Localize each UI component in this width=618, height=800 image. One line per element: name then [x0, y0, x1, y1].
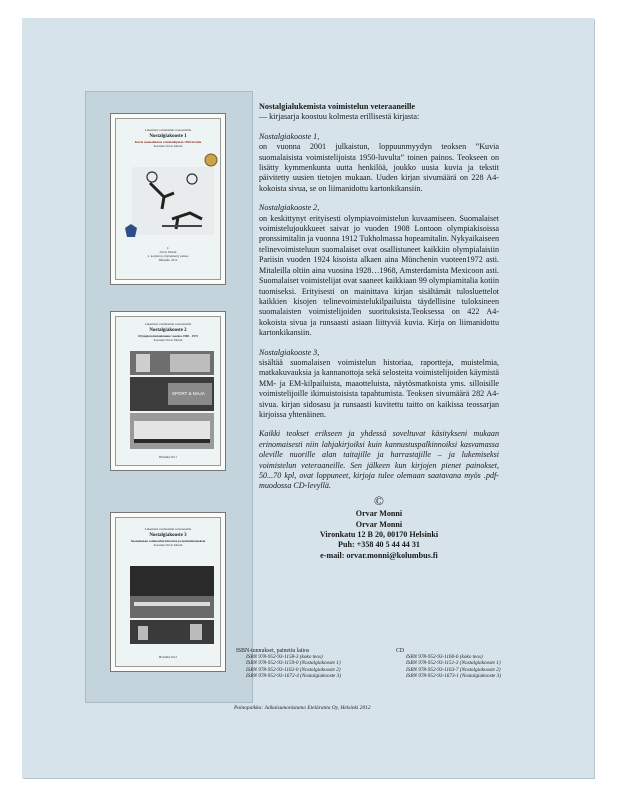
arena-lights: [134, 602, 210, 606]
isbn-print-line: ISBN 978-952-93-1159-0 (Nostalgiakooste 1): [246, 660, 341, 667]
beam: [162, 225, 202, 227]
isbn-print-header: ISBN-tunnukset, painettu laitos: [236, 648, 310, 654]
contact-name-1: Orvar Monni: [355, 509, 403, 519]
book3-description: sisältää suomalaisen voimistelun historiaa, raportteja, muistelmia, matkakuvauksia ja kannanottoja sekä selosteita voimistelijoiden käymistä MM- ja EM-kilpailuista, maaotteluista, näytösmatkoista yms. silloisille voimistelijoille ikimuistoisista tapahtumista. Teoksen sivumäärä 282 A4-sivua. kirjan sidosasu ja runsaasti kuvitettu taitto on kaikissa teossarjan kirjoissa yhtenäinen.: [259, 357, 499, 419]
book-cover-inner: [115, 517, 221, 667]
credit-c: C: [166, 246, 170, 250]
book-title: Nostalgiakooste 1: [149, 134, 187, 139]
description-column: [259, 102, 499, 561]
performer-left: [138, 626, 148, 640]
photo-background: [132, 167, 214, 235]
book-title: Nostalgiakooste 3: [149, 533, 187, 538]
credit-name: Orvar Monni: [159, 250, 177, 254]
book2-title: Nostalgiakooste 2,: [259, 203, 320, 213]
series-label: Lukemista voimistelun veteraaneille: [144, 322, 192, 326]
series-label: Lukemista voimistelun veteraaneille: [144, 527, 192, 531]
photo-top-figures-2: [170, 354, 210, 372]
arena-photo: [130, 566, 214, 644]
book-author: Koonnut Orvar Monni: [153, 144, 183, 148]
book2-description: on keskittynyt erityisesti olympiavoimistelun kuvaamiseen. Suomalaiset voimistelujoukkueet saivat jo vuoden 1908 Lontoon olympiakisoissa pronssimitalin ja vuonna 1912 Tukholmassa hopeamitalin. Nykyaikaiseen telinevoimisteluun suomalaiset ovat osallistuneet kaikkiin olympialaisiin Pariisin vuoden 1924 kisoista alkaen aina Münchenin vuoteen1972 asti. Mitaleilla oltiin aina vuosina 1928…1968, Amsterdamista Mexicoon asti. Suomalaiset voimistelijat ovat saaneet kaikkiaan 99 olympiamitalia kotiin tuomiseksi. Erityisesti on mainittava kirjan sisältämät tulosluettelot kaikkien kisojen telinevoimistelukilpailuista täydellisine tuloksineen suomalaisten voimistelijoiden suorituksista.Teoksessa on 422 A4-kokoista sivua ja runsaasti asiaan liittyviä kuvia. Kirja on liimanidottu kartonkikansiin.: [259, 213, 499, 338]
contact-email: e-mail: orvar.monni@kolumbus.fi: [320, 550, 438, 560]
book-subtitle: Kuvia suomalaisista voimistelijoista 1950-luvulta: [134, 140, 202, 144]
isbn-cd-header: CD: [396, 648, 405, 654]
medal-circle: [205, 154, 217, 166]
place-year: Helsinki, 2012: [158, 258, 178, 262]
gymnast-photo: [132, 167, 214, 235]
printer-note: Painopaikka: Julkaisumonistamo Eteläranta Oy, Helsinki 2012: [234, 705, 371, 711]
isbn-print-line: ISBN 978-952-93-1158-3 (koko teos): [246, 654, 323, 661]
isbn-cd-line: ISBN 978-952-93-1151-3 (Nostalgiakooste 1): [406, 660, 501, 667]
isbn-cd-line: ISBN 978-952-93-1163-7 (Nostalgiakooste 2): [406, 666, 501, 673]
team-photo: [130, 351, 214, 449]
photo-top-figures: [136, 354, 150, 372]
book-title: Nostalgiakooste 2: [149, 328, 187, 333]
place-year: Helsinki 2011: [159, 455, 177, 459]
isbn-print-line: ISBN 978-952-93-1672-4 (Nostalgiakooste 3): [246, 672, 341, 679]
isbn-cd-block: [396, 648, 546, 679]
isbn-cd-line: ISBN 978-952-93-1160-6 (koko teos): [406, 654, 483, 661]
book-cover-2: [110, 311, 226, 471]
book-cover-1: [110, 113, 226, 285]
series-heading: Nostalgialukemista voimistelun veteraaneille: [259, 102, 416, 111]
edition-note: 2. korjattu ja täydennetty painos: [147, 254, 189, 258]
performer-right: [190, 624, 202, 640]
book3-title: Nostalgiakooste 3,: [259, 347, 320, 357]
contact-phone: Puh: +358 40 5 44 44 31: [338, 540, 420, 550]
book1-description: on vuonna 2001 julkaistun, loppuunmyydyn teoksen ”Kuvia suomalaisista voimistelijoista 1950-luvulta” toinen painos. Teokseen on lisätty kymmenkunta uutta henkilöä, joukko uusia kuvia ja tekstit päivitetty uusien tietojen mukaan. Uuden kirjan sivumäärä on 228 A4-kokoista sivua, se on liimanidottu kartonkikansiin.: [259, 142, 499, 193]
closing-paragraph: Kaikki teokset erikseen ja yhdessä soveltuvat käsitykseni mukaan erinomaisesti niin lahjakirjoiksi kuin kannustuspalkinnoiksi kasvamassa oleville nuorille alan taitajille ja harrastajille – ja lukemiseksi voimistelun veteraaneille. Sen jälkeen kun kirjojen pienet painokset, 50...70 kpl, ovat loppuneet, kirjoja tulee olemaan saatavana myös .pdf-muodossa CD-levyllä.: [259, 429, 499, 491]
sign-text: SPORT & MAJA: [172, 391, 205, 396]
book-cover-inner: [115, 118, 221, 280]
contact-name-2: Orvar Monni: [355, 519, 403, 529]
contact-block: [259, 509, 499, 561]
arena-upper: [130, 566, 214, 596]
book1-title: Nostalgiakooste 1,: [259, 131, 320, 141]
book-subtitle: Olympiavoimistelumme vuosina 1908 - 1972: [137, 334, 199, 338]
book-cover-3: [110, 512, 226, 672]
club-emblem-shape: [125, 224, 137, 237]
book-author: Koonnut Orvar Monni: [153, 543, 183, 547]
medal-emblem: [204, 153, 218, 167]
isbn-print-line: ISBN 978-952-93-1162-0 (Nostalgiakooste 2): [246, 666, 341, 673]
arena-floor: [130, 596, 214, 618]
copyright-symbol: ©: [374, 492, 384, 508]
contact-address: Vironkatu 12 B 20, 00170 Helsinki: [319, 530, 439, 540]
series-intro: — kirjasarja koostuu kolmesta erillisestä kirjasta:: [259, 112, 420, 122]
isbn-print-block: [236, 648, 386, 679]
isbn-cd-line: ISBN 978-952-93-1673-1 (Nostalgiakooste 3): [406, 672, 501, 679]
series-label: Lukemista voimistelun veteraaneille: [144, 128, 192, 132]
team-base: [134, 439, 210, 443]
place-year: Helsinki 2012: [159, 655, 177, 659]
club-emblem: [124, 223, 138, 239]
book-cover-inner: [115, 316, 221, 466]
book-subtitle: Suomalaisen voimistelun historiaa ja muistelmateoksia: [130, 539, 206, 543]
book-author: Koonnut Orvar Monni: [153, 338, 183, 342]
